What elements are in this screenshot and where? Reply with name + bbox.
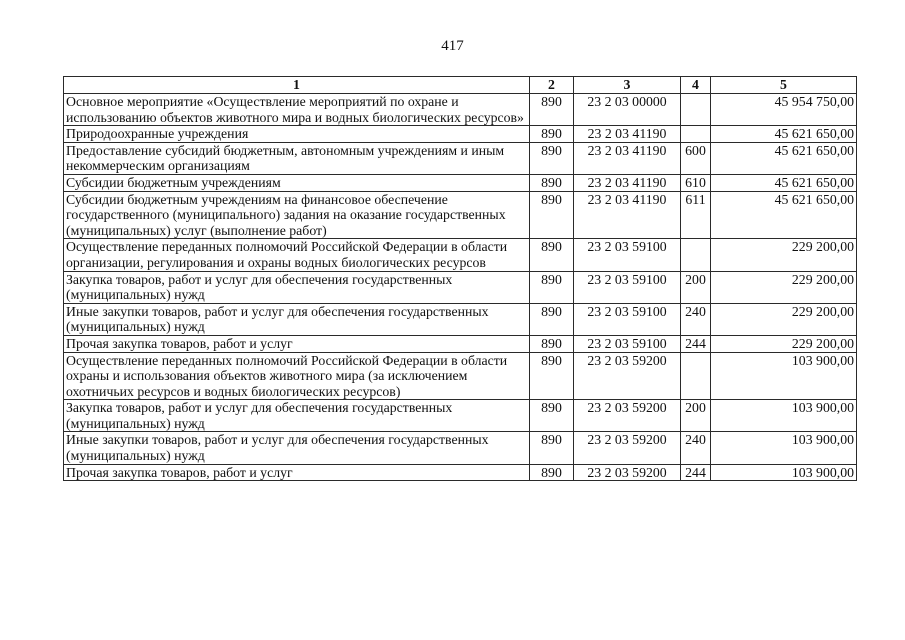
- target-article-code: 23 2 03 59100: [574, 271, 681, 303]
- item-name: Субсидии бюджетным учреждениям на финансовое обеспечение государственного (муниципального) задания на оказание государственных (муниципальных) услуг (выполнение работ): [64, 191, 530, 239]
- table-row: [64, 271, 857, 303]
- table-row: [64, 303, 857, 335]
- budget-table: [63, 76, 857, 481]
- amount: 103 900,00: [711, 464, 857, 481]
- item-name: Прочая закупка товаров, работ и услуг: [64, 464, 530, 481]
- target-article-code: 23 2 03 59100: [574, 303, 681, 335]
- table-row: [64, 239, 857, 271]
- target-article-code: 23 2 03 59100: [574, 335, 681, 352]
- target-article-code: 23 2 03 59200: [574, 400, 681, 432]
- target-article-code: 23 2 03 59200: [574, 432, 681, 464]
- amount: 45 954 750,00: [711, 94, 857, 126]
- target-article-code: 23 2 03 59200: [574, 352, 681, 400]
- amount: 229 200,00: [711, 335, 857, 352]
- department-code: 890: [530, 191, 574, 239]
- item-name: Иные закупки товаров, работ и услуг для обеспечения государственных (муниципальных) нужд: [64, 303, 530, 335]
- expense-type-code: [681, 239, 711, 271]
- target-article-code: 23 2 03 00000: [574, 94, 681, 126]
- expense-type-code: 610: [681, 174, 711, 191]
- department-code: 890: [530, 352, 574, 400]
- department-code: 890: [530, 271, 574, 303]
- department-code: 890: [530, 142, 574, 174]
- amount: 103 900,00: [711, 432, 857, 464]
- amount: 229 200,00: [711, 303, 857, 335]
- item-name: Закупка товаров, работ и услуг для обеспечения государственных (муниципальных) нужд: [64, 400, 530, 432]
- expense-type-code: [681, 352, 711, 400]
- header-col-5: 5: [711, 77, 857, 94]
- department-code: 890: [530, 303, 574, 335]
- table-row: [64, 94, 857, 126]
- department-code: 890: [530, 174, 574, 191]
- target-article-code: 23 2 03 59100: [574, 239, 681, 271]
- target-article-code: 23 2 03 41190: [574, 126, 681, 143]
- department-code: 890: [530, 239, 574, 271]
- expense-type-code: 240: [681, 432, 711, 464]
- table-row: [64, 142, 857, 174]
- header-col-4: 4: [681, 77, 711, 94]
- expense-type-code: 200: [681, 400, 711, 432]
- expense-type-code: 240: [681, 303, 711, 335]
- table-row: [64, 464, 857, 481]
- amount: 229 200,00: [711, 239, 857, 271]
- expense-type-code: [681, 126, 711, 143]
- expense-type-code: 244: [681, 464, 711, 481]
- expense-type-code: [681, 94, 711, 126]
- department-code: 890: [530, 94, 574, 126]
- amount: 45 621 650,00: [711, 142, 857, 174]
- expense-type-code: 244: [681, 335, 711, 352]
- department-code: 890: [530, 335, 574, 352]
- department-code: 890: [530, 126, 574, 143]
- item-name: Осуществление переданных полномочий Российской Федерации в области охраны и использования объектов животного мира (за исключением охотничьих ресурсов и водных биологических ресурсов): [64, 352, 530, 400]
- table-header: [64, 77, 857, 94]
- table-row: [64, 400, 857, 432]
- amount: 103 900,00: [711, 400, 857, 432]
- header-row: [64, 77, 857, 94]
- target-article-code: 23 2 03 59200: [574, 464, 681, 481]
- amount: 229 200,00: [711, 271, 857, 303]
- table-row: [64, 335, 857, 352]
- item-name: Иные закупки товаров, работ и услуг для обеспечения государственных (муниципальных) нужд: [64, 432, 530, 464]
- amount: 45 621 650,00: [711, 126, 857, 143]
- item-name: Закупка товаров, работ и услуг для обеспечения государственных (муниципальных) нужд: [64, 271, 530, 303]
- header-col-1: 1: [64, 77, 530, 94]
- expense-type-code: 611: [681, 191, 711, 239]
- department-code: 890: [530, 400, 574, 432]
- expense-type-code: 600: [681, 142, 711, 174]
- amount: 103 900,00: [711, 352, 857, 400]
- table-row: [64, 432, 857, 464]
- item-name: Основное мероприятие «Осуществление мероприятий по охране и использованию объектов животного мира и водных биологических ресурсов»: [64, 94, 530, 126]
- item-name: Природоохранные учреждения: [64, 126, 530, 143]
- amount: 45 621 650,00: [711, 191, 857, 239]
- target-article-code: 23 2 03 41190: [574, 174, 681, 191]
- page-number: 417: [441, 38, 464, 54]
- department-code: 890: [530, 432, 574, 464]
- item-name: Прочая закупка товаров, работ и услуг: [64, 335, 530, 352]
- expense-type-code: 200: [681, 271, 711, 303]
- target-article-code: 23 2 03 41190: [574, 142, 681, 174]
- table-row: [64, 191, 857, 239]
- table-row: [64, 352, 857, 400]
- header-col-2: 2: [530, 77, 574, 94]
- header-col-3: 3: [574, 77, 681, 94]
- table-body: [64, 94, 857, 481]
- table-row: [64, 126, 857, 143]
- item-name: Субсидии бюджетным учреждениям: [64, 174, 530, 191]
- item-name: Осуществление переданных полномочий Российской Федерации в области организации, регулирования и охраны водных биологических ресурсов: [64, 239, 530, 271]
- target-article-code: 23 2 03 41190: [574, 191, 681, 239]
- table-row: [64, 174, 857, 191]
- amount: 45 621 650,00: [711, 174, 857, 191]
- item-name: Предоставление субсидий бюджетным, автономным учреждениям и иным некоммерческим организациям: [64, 142, 530, 174]
- department-code: 890: [530, 464, 574, 481]
